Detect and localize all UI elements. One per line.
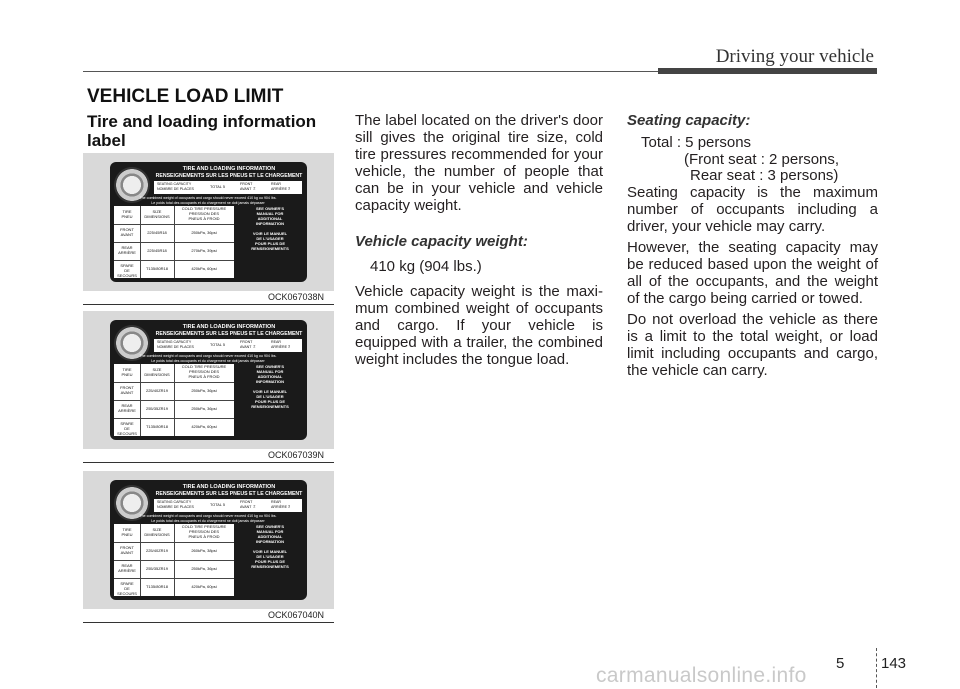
seating-total: TOTAL 5	[210, 343, 225, 347]
seating-box	[154, 339, 302, 352]
row-spare: SPARE DE SECOURS	[117, 263, 137, 278]
capacity-heading: Vehicle capacity weight:	[355, 233, 528, 250]
row-spare: SPARE DE SECOURS	[117, 421, 137, 436]
front-size: 225/40ZR19	[145, 388, 168, 393]
label-title-en: TIRE AND LOADING INFORMATION	[182, 324, 276, 330]
seating-front-line: (Front seat : 2 persons,	[684, 151, 840, 168]
tire-label-plate	[110, 162, 307, 282]
tire-label-image	[83, 471, 334, 609]
page-number-divider	[876, 648, 877, 688]
row-front: FRONT AVANT	[120, 227, 134, 237]
rear-pressure: 270kPa, 39psi	[191, 248, 217, 253]
tire-label-plate	[110, 480, 307, 600]
front-size: 225/45R18	[147, 230, 167, 235]
seating-front: FRONT AVANT 2	[240, 340, 256, 349]
image-code: OCK067038N	[268, 292, 325, 302]
seating-paragraph-2: However, the seating capacity may be reduced based upon the weight of all of the occupants, and the weight of the cargo being carried or towed.	[627, 239, 878, 307]
seating-paragraph-3: Do not overload the vehicle as there is a limit to the total weight, or load limit including occupants and cargo, the vehicle can carry.	[627, 311, 878, 379]
section-title: VEHICLE LOAD LIMIT	[87, 86, 284, 107]
tire-table	[114, 364, 234, 436]
seating-heading: Seating capacity:	[627, 112, 751, 129]
tire-label-image	[83, 311, 334, 449]
label-heading: Tire and loading information label	[87, 112, 317, 150]
intro-paragraph: The label located on the driver's door sill gives the original tire size, cold tire pressures recommended for your vehicle, the number of people that can be in your vehicle and vehicle capacity weight.	[355, 112, 603, 214]
chapter-number: 5	[836, 655, 845, 672]
col-tire: TIRE PNEU	[121, 367, 133, 377]
seating-box	[154, 499, 302, 512]
spare-size: T135/80R18	[145, 266, 168, 271]
seating-total: TOTAL 5	[210, 185, 225, 189]
row-rear: REAR ARRIÈRE	[118, 563, 136, 573]
see-owners-manual-note: SEE OWNER'S MANUAL FOR ADDITIONAL INFORMATION VOIR LE MANUEL DE L'USAGER POUR PLUS DE RENSEIGNEMENTS	[251, 524, 289, 569]
spare-pressure: 420kPa, 60psi	[191, 584, 217, 589]
seating-paragraph-1: Seating capacity is the maximum number of occupants including a driver, your vehicle may carry.	[627, 184, 878, 235]
combined-weight-note: The combined weight of occupants and cargo should never exceed 410 kg ou 904 lbs. Le poids total des occupants et du chargement ne doit jamais dépasser	[139, 354, 277, 363]
image-code-rule	[83, 304, 334, 305]
seating-rear-line: Rear seat : 3 persons)	[690, 167, 839, 184]
front-pressure: 250kPa, 36psi	[191, 230, 217, 235]
spare-size: T135/80R18	[145, 424, 168, 429]
rear-pressure: 250kPa, 36psi	[191, 566, 217, 571]
front-pressure: 260kPa, 38psi	[191, 548, 217, 553]
tire-label-plate	[110, 320, 307, 440]
rear-size: 255/35ZR19	[145, 566, 168, 571]
col-size: SIZE DIMENSIONS	[144, 527, 170, 537]
label-title-fr: RENSEIGNEMENTS SUR LES PNEUS ET LE CHARGEMENT	[155, 331, 303, 337]
col-pressure: COLD TIRE PRESSURE PRESSION DES PNEUS À FROID	[181, 364, 227, 379]
row-spare: SPARE DE SECOURS	[117, 581, 137, 596]
spare-pressure: 420kPa, 60psi	[191, 266, 217, 271]
spare-size: T135/80R18	[145, 584, 168, 589]
seating-rear: REAR ARRIÈRE 3	[271, 500, 290, 509]
rear-pressure: 250kPa, 36psi	[191, 406, 217, 411]
capacity-paragraph: Vehicle capacity weight is the maxi-mum combined weight of occupants and cargo. If your vehicle is equipped with a trailer, the combined weight includes the tongue load.	[355, 283, 603, 368]
see-owners-manual-note: SEE OWNER'S MANUAL FOR ADDITIONAL INFORMATION VOIR LE MANUEL DE L'USAGER POUR PLUS DE RENSEIGNEMENTS	[251, 364, 289, 409]
image-code-rule	[83, 622, 334, 623]
row-front: FRONT AVANT	[120, 385, 134, 395]
see-owners-manual-note: SEE OWNER'S MANUAL FOR ADDITIONAL INFORMATION VOIR LE MANUEL DE L'USAGER POUR PLUS DE RENSEIGNEMENTS	[251, 206, 289, 251]
seating-total: TOTAL 5	[210, 503, 225, 507]
front-size: 225/40ZR19	[145, 548, 168, 553]
label-title-en: TIRE AND LOADING INFORMATION	[182, 166, 276, 172]
row-rear: REAR ARRIÈRE	[118, 403, 136, 413]
tire-table	[114, 206, 234, 278]
label-title-en: TIRE AND LOADING INFORMATION	[182, 484, 276, 490]
row-rear: REAR ARRIÈRE	[118, 245, 136, 255]
watermark: carmanualsonline.info	[596, 664, 807, 687]
label-title-fr: RENSEIGNEMENTS SUR LES PNEUS ET LE CHARGEMENT	[155, 173, 303, 179]
seating-box	[154, 181, 302, 194]
combined-weight-note: The combined weight of occupants and cargo should never exceed 410 kg ou 904 lbs. Le poids total des occupants et du chargement ne doit jamais dépasser	[139, 196, 277, 205]
chapter-title: Driving your vehicle	[715, 46, 874, 67]
seating-front: FRONT AVANT 2	[240, 500, 256, 509]
col-tire: TIRE PNEU	[121, 527, 133, 537]
seating-label: SEATING CAPACITY NOMBRE DE PLACES	[157, 500, 194, 509]
combined-weight-note: The combined weight of occupants and cargo should never exceed 410 kg ou 904 lbs. Le poids total des occupants et du chargement ne doit jamais dépasser	[139, 514, 277, 523]
col-size: SIZE DIMENSIONS	[144, 367, 170, 377]
seating-rear: REAR ARRIÈRE 3	[271, 340, 290, 349]
col-pressure: COLD TIRE PRESSURE PRESSION DES PNEUS À FROID	[181, 524, 227, 539]
seating-front: FRONT AVANT 2	[240, 182, 256, 191]
header-accent-bar	[658, 68, 877, 74]
row-front: FRONT AVANT	[120, 545, 134, 555]
image-code: OCK067040N	[268, 610, 325, 620]
col-tire: TIRE PNEU	[121, 209, 133, 219]
capacity-value: 410 kg (904 lbs.)	[370, 258, 482, 275]
label-title-fr: RENSEIGNEMENTS SUR LES PNEUS ET LE CHARGEMENT	[155, 491, 303, 497]
seating-label: SEATING CAPACITY NOMBRE DE PLACES	[157, 182, 194, 191]
col-pressure: COLD TIRE PRESSURE PRESSION DES PNEUS À FROID	[181, 206, 227, 221]
seating-total-line: Total : 5 persons	[641, 134, 752, 151]
rear-size: 255/35ZR19	[145, 406, 168, 411]
rear-size: 225/45R18	[147, 248, 167, 253]
seating-rear: REAR ARRIÈRE 3	[271, 182, 290, 191]
image-code-rule	[83, 462, 334, 463]
seating-label: SEATING CAPACITY NOMBRE DE PLACES	[157, 340, 194, 349]
page-number: 143	[881, 655, 907, 672]
front-pressure: 250kPa, 36psi	[191, 388, 217, 393]
image-code: OCK067039N	[268, 450, 325, 460]
col-size: SIZE DIMENSIONS	[144, 209, 170, 219]
tire-label-image	[83, 153, 334, 291]
spare-pressure: 420kPa, 60psi	[191, 424, 217, 429]
tire-table	[114, 524, 234, 596]
